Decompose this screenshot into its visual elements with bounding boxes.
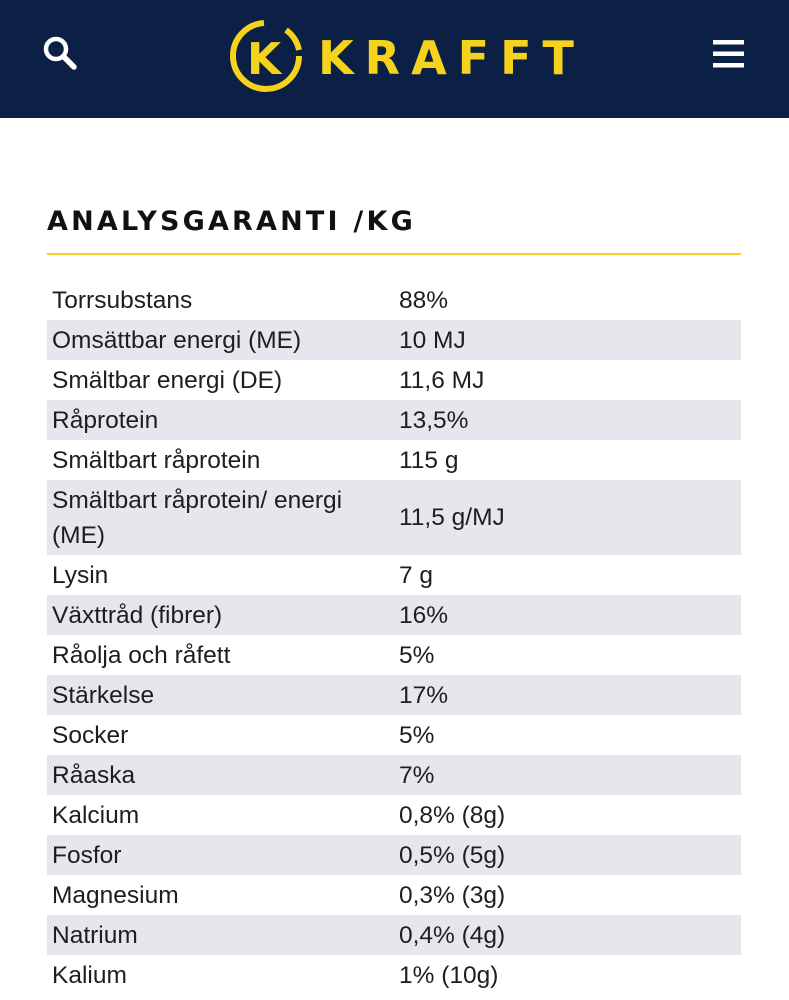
- title-divider: [47, 253, 741, 255]
- krafft-logo[interactable]: [226, 20, 585, 96]
- nutrient-value: 11,5 g/MJ: [394, 480, 741, 555]
- nutrient-value: 88%: [399, 286, 449, 314]
- nutrient-value: 10 MJ: [394, 320, 741, 360]
- nutrient-name: Socker: [52, 721, 129, 749]
- nutrient-value: 5%: [399, 641, 435, 669]
- table-row: [47, 835, 741, 875]
- nutrient-name: Råprotein: [47, 400, 394, 440]
- search-button[interactable]: [40, 33, 80, 73]
- nutrient-value: 0,5% (5g): [394, 835, 741, 875]
- table-row: [47, 715, 741, 755]
- nutrient-value: 5%: [399, 721, 435, 749]
- table-row: [47, 480, 741, 555]
- nutrient-name: Smältbart råprotein/ energi (ME): [47, 480, 394, 555]
- nutrient-name: Växttråd (fibrer): [47, 595, 394, 635]
- table-row: [47, 955, 741, 995]
- search-icon: [40, 33, 80, 73]
- hamburger-menu-icon: [708, 36, 750, 72]
- analysis-section: [47, 200, 741, 995]
- menu-button[interactable]: [708, 36, 750, 72]
- nutrient-name: Råolja och råfett: [52, 641, 231, 669]
- nutrient-value: 11,6 MJ: [399, 366, 485, 394]
- table-row: [47, 915, 741, 955]
- nutrient-name: Omsättbar energi (ME): [47, 320, 394, 360]
- logo-k-emblem-icon: [226, 20, 306, 96]
- nutrient-value: 0,8% (8g): [399, 801, 506, 829]
- nutrient-value: 0,3% (3g): [399, 881, 506, 909]
- nutrient-value: 0,4% (4g): [394, 915, 741, 955]
- table-row: [47, 595, 741, 635]
- nutrient-name: Smältbart råprotein: [52, 446, 261, 474]
- nutrient-name: Kalcium: [52, 801, 140, 829]
- table-row: [47, 635, 741, 675]
- table-row: [47, 440, 741, 480]
- nutrient-value: 16%: [394, 595, 741, 635]
- nutrient-value: 17%: [394, 675, 741, 715]
- table-row: [47, 400, 741, 440]
- nutrient-name: Fosfor: [47, 835, 394, 875]
- table-row: [47, 280, 741, 320]
- table-row: [47, 360, 741, 400]
- analysis-table-body: [47, 280, 741, 995]
- table-row: [47, 875, 741, 915]
- nutrient-name: Råaska: [47, 755, 394, 795]
- nutrient-name: Natrium: [47, 915, 394, 955]
- nutrient-value: 7 g: [399, 561, 434, 589]
- nutrient-name: Magnesium: [52, 881, 179, 909]
- logo-letter: K: [246, 34, 282, 85]
- nutrient-name: Torrsubstans: [52, 286, 193, 314]
- nutrient-name: Kalium: [52, 961, 127, 989]
- table-row: [47, 795, 741, 835]
- nutrient-value: 13,5%: [394, 400, 741, 440]
- brand-name: KRAFFT: [318, 31, 585, 85]
- nutrient-name: Lysin: [52, 561, 109, 589]
- section-title: ANALYSGARANTI /KG: [47, 206, 416, 237]
- site-header: [0, 0, 789, 118]
- analysis-table: [47, 280, 741, 995]
- table-row: [47, 675, 741, 715]
- table-row: [47, 755, 741, 795]
- nutrient-name: Smältbar energi (DE): [52, 366, 283, 394]
- table-row: [47, 555, 741, 595]
- nutrient-name: Stärkelse: [47, 675, 394, 715]
- nutrient-value: 115 g: [399, 446, 459, 474]
- nutrient-value: 1% (10g): [399, 961, 499, 989]
- nutrient-value: 7%: [394, 755, 741, 795]
- table-row: [47, 320, 741, 360]
